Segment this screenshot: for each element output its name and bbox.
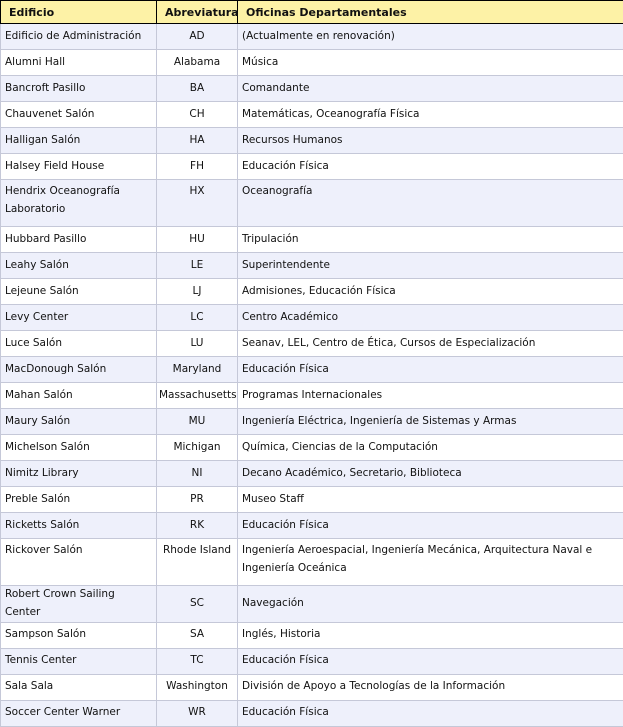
cell-oficinas: Decano Académico, Secretario, Biblioteca [238,461,623,487]
cell-edificio: Lejeune Salón [1,279,157,305]
cell-oficinas: Ingeniería Eléctrica, Ingeniería de Sistemas y Armas [238,409,623,435]
cell-oficinas: Educación Física [238,154,623,180]
cell-abreviatura: Alabama [157,50,238,76]
cell-oficinas: Tripulación [238,227,623,253]
cell-edificio: Hubbard Pasillo [1,227,157,253]
cell-edificio: MacDonough Salón [1,357,157,383]
cell-oficinas: Oceanografía [238,180,623,227]
cell-oficinas: Química, Ciencias de la Computación [238,435,623,461]
cell-abreviatura: LC [157,305,238,331]
cell-abreviatura: Maryland [157,357,238,383]
cell-abreviatura: FH [157,154,238,180]
cell-abreviatura: Rhode Island [157,539,238,586]
cell-oficinas: Seanav, LEL, Centro de Ética, Cursos de Especialización [238,331,623,357]
cell-oficinas: Programas Internacionales [238,383,623,409]
cell-abreviatura: SC [157,586,238,623]
table-row [1,622,623,648]
cell-edificio: Hendrix Oceanografía Laboratorio [1,180,157,227]
cell-edificio: Halligan Salón [1,128,157,154]
table-row [1,253,623,279]
cell-edificio: Maury Salón [1,409,157,435]
cell-oficinas: Comandante [238,76,623,102]
cell-abreviatura: BA [157,76,238,102]
cell-edificio: Edificio de Administración [1,24,157,50]
cell-abreviatura: PR [157,487,238,513]
table-row [1,180,623,227]
cell-edificio: Levy Center [1,305,157,331]
cell-oficinas: Educación Física [238,357,623,383]
cell-oficinas: Superintendente [238,253,623,279]
cell-abreviatura: Massachusetts [157,383,238,409]
table-row [1,539,623,586]
table-row [1,50,623,76]
cell-edificio: Robert Crown Sailing Center [1,586,157,623]
cell-abreviatura: TC [157,648,238,674]
table-row [1,648,623,674]
cell-oficinas: Recursos Humanos [238,128,623,154]
table-row [1,102,623,128]
table-body [1,24,623,727]
header-abreviatura: Abreviatura [157,1,238,24]
cell-edificio: Alumni Hall [1,50,157,76]
cell-edificio: Chauvenet Salón [1,102,157,128]
table-row [1,461,623,487]
cell-oficinas: Inglés, Historia [238,622,623,648]
cell-edificio: Tennis Center [1,648,157,674]
table-row [1,279,623,305]
cell-abreviatura: LJ [157,279,238,305]
cell-edificio: Sala Sala [1,674,157,700]
cell-edificio: Rickover Salón [1,539,157,586]
cell-abreviatura: Washington [157,674,238,700]
table-row [1,435,623,461]
cell-oficinas: Matemáticas, Oceanografía Física [238,102,623,128]
cell-oficinas: Música [238,50,623,76]
table-row [1,76,623,102]
cell-abreviatura: LU [157,331,238,357]
cell-oficinas: Educación Física [238,648,623,674]
header-oficinas: Oficinas Departamentales [238,1,623,24]
cell-abreviatura: NI [157,461,238,487]
cell-abreviatura: HA [157,128,238,154]
cell-edificio: Bancroft Pasillo [1,76,157,102]
cell-oficinas: Educación Física [238,700,623,726]
cell-edificio: Halsey Field House [1,154,157,180]
cell-abreviatura: HU [157,227,238,253]
cell-abreviatura: WR [157,700,238,726]
table-row [1,357,623,383]
table-row [1,383,623,409]
table-header-row [1,1,623,24]
cell-edificio: Mahan Salón [1,383,157,409]
cell-abreviatura: LE [157,253,238,279]
table-row [1,305,623,331]
table-row [1,24,623,50]
cell-oficinas: Museo Staff [238,487,623,513]
cell-edificio: Luce Salón [1,331,157,357]
table-row [1,513,623,539]
cell-oficinas: Educación Física [238,513,623,539]
cell-edificio: Sampson Salón [1,622,157,648]
table-row [1,674,623,700]
cell-abreviatura: RK [157,513,238,539]
cell-edificio: Michelson Salón [1,435,157,461]
cell-oficinas: (Actualmente en renovación) [238,24,623,50]
table-row [1,700,623,726]
cell-abreviatura: CH [157,102,238,128]
cell-edificio: Ricketts Salón [1,513,157,539]
table-row [1,227,623,253]
table-row [1,331,623,357]
table-row [1,154,623,180]
cell-abreviatura: SA [157,622,238,648]
cell-edificio: Leahy Salón [1,253,157,279]
cell-oficinas: División de Apoyo a Tecnologías de la Información [238,674,623,700]
cell-oficinas: Navegación [238,586,623,623]
table-row [1,586,623,623]
cell-abreviatura: MU [157,409,238,435]
table-row [1,128,623,154]
cell-oficinas: Centro Académico [238,305,623,331]
cell-abreviatura: AD [157,24,238,50]
cell-abreviatura: Michigan [157,435,238,461]
cell-edificio: Soccer Center Warner [1,700,157,726]
header-edificio: Edificio [1,1,157,24]
cell-oficinas: Admisiones, Educación Física [238,279,623,305]
table-row [1,487,623,513]
cell-edificio: Preble Salón [1,487,157,513]
table-row [1,409,623,435]
cell-oficinas: Ingeniería Aeroespacial, Ingeniería Mecánica, Arquitectura Naval e Ingeniería Oceánica [238,539,623,586]
cell-abreviatura: HX [157,180,238,227]
cell-edificio: Nimitz Library [1,461,157,487]
